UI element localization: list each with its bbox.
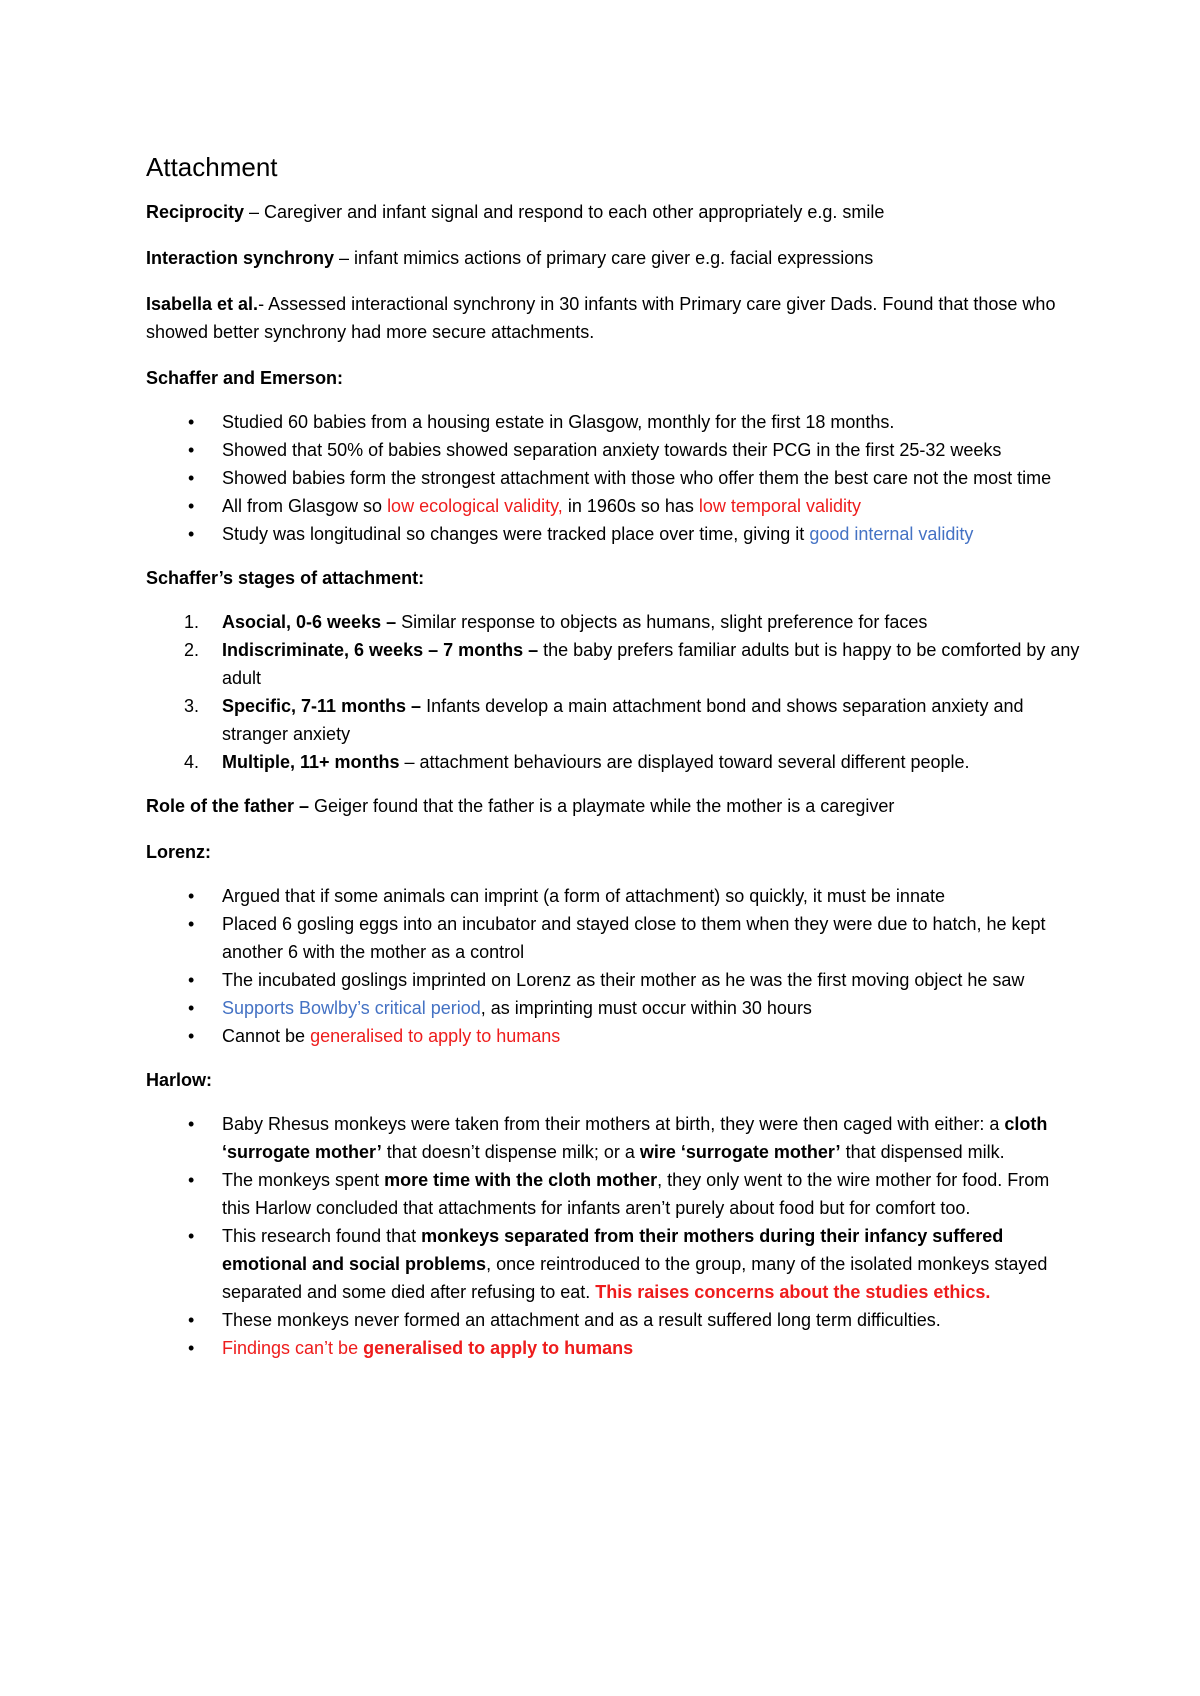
stage-term: Specific, 7-11 months – bbox=[222, 696, 427, 716]
highlight-red-bold: This raises concerns about the studies ethics. bbox=[595, 1282, 991, 1302]
lorenz-list bbox=[146, 882, 1080, 1050]
list-item: • Studied 60 babies from a housing estate in Glasgow, monthly for the first 18 months. bbox=[220, 408, 1080, 436]
list-item bbox=[220, 1022, 1080, 1050]
text-run: , once reintroduced to the group, many of the isolated monkeys stayed separated and some died after refusing to eat. bbox=[222, 1254, 1048, 1302]
list-item bbox=[220, 492, 1080, 520]
reciprocity-paragraph bbox=[146, 198, 1080, 226]
list-item bbox=[220, 1110, 1080, 1166]
stage-term: Indiscriminate, 6 weeks – 7 months – bbox=[222, 640, 544, 660]
schaffer-emerson-list bbox=[146, 408, 1080, 548]
text-run: , they only went to the wire mother for food. From this Harlow concluded that attachments for infants aren’t purely about food but for comfort too. bbox=[222, 1170, 1050, 1218]
harlow-list bbox=[146, 1110, 1080, 1362]
text-run: Cannot be bbox=[222, 1026, 311, 1046]
list-item: • These monkeys never formed an attachment and as a result suffered long term difficulties. bbox=[220, 1306, 1080, 1334]
text-run: This research found that bbox=[222, 1226, 422, 1246]
document-title: Attachment bbox=[146, 152, 278, 182]
list-item bbox=[184, 636, 1080, 692]
highlight-blue: good internal validity bbox=[809, 524, 974, 544]
list-item bbox=[220, 1334, 1080, 1362]
schaffer-emerson-heading: Schaffer and Emerson: bbox=[146, 368, 344, 388]
list-number: 3. bbox=[184, 696, 200, 716]
isabella-paragraph bbox=[146, 290, 1080, 346]
stage-text: Similar response to objects as humans, slight preference for faces bbox=[401, 612, 928, 632]
highlight-red: Findings can’t be bbox=[222, 1338, 364, 1358]
list-item: • Argued that if some animals can imprint (a form of attachment) so quickly, it must be innate bbox=[220, 882, 1080, 910]
harlow-heading: Harlow: bbox=[146, 1070, 213, 1090]
father-text: Geiger found that the father is a playmate while the mother is a caregiver bbox=[314, 796, 895, 816]
bold-run: cloth ‘surrogate mother’ bbox=[222, 1114, 1048, 1162]
highlight-red: low temporal validity bbox=[698, 496, 861, 516]
list-number: 1. bbox=[184, 612, 200, 632]
text-run: All from Glasgow so bbox=[222, 496, 388, 516]
list-item: • Showed babies form the strongest attachment with those who offer them the best care not the most time bbox=[220, 464, 1080, 492]
bold-run: more time with the cloth mother bbox=[384, 1170, 658, 1190]
list-item bbox=[220, 1222, 1080, 1306]
highlight-red-bold: generalised to apply to humans bbox=[363, 1338, 634, 1358]
list-item bbox=[220, 1166, 1080, 1222]
interaction-text: – infant mimics actions of primary care giver e.g. facial expressions bbox=[334, 248, 874, 268]
father-term: Role of the father – bbox=[146, 796, 315, 816]
text-run: that dispensed milk. bbox=[840, 1142, 1005, 1162]
highlight-red: generalised to apply to humans bbox=[310, 1026, 561, 1046]
text-run: , as imprinting must occur within 30 hours bbox=[480, 998, 812, 1018]
highlight-blue: Supports Bowlby’s critical period bbox=[222, 998, 481, 1018]
bold-run: wire ‘surrogate mother’ bbox=[639, 1142, 841, 1162]
list-item bbox=[184, 608, 1080, 636]
isabella-text: - Assessed interactional synchrony in 30 infants with Primary care giver Dads. Found that those who showed better synchrony had more secure attachments. bbox=[146, 294, 1056, 342]
stage-term: Asocial, 0-6 weeks – bbox=[222, 612, 402, 632]
highlight-red: low ecological validity, bbox=[387, 496, 563, 516]
stage-text: the baby prefers familiar adults but is happy to be comforted by any adult bbox=[222, 640, 1080, 688]
text-run: The monkeys spent bbox=[222, 1170, 385, 1190]
list-item: • The incubated goslings imprinted on Lorenz as their mother as he was the first moving object he saw bbox=[220, 966, 1080, 994]
father-paragraph bbox=[146, 792, 1080, 820]
reciprocity-text: – Caregiver and infant signal and respond to each other appropriately e.g. smile bbox=[244, 202, 885, 222]
list-item bbox=[220, 994, 1080, 1022]
stages-heading: Schaffer’s stages of attachment: bbox=[146, 568, 425, 588]
list-number: 4. bbox=[184, 752, 200, 772]
text-run: Study was longitudinal so changes were tracked place over time, giving it bbox=[222, 524, 810, 544]
isabella-term: Isabella et al. bbox=[146, 294, 259, 314]
list-item: • Placed 6 gosling eggs into an incubator and stayed close to them when they were due to hatch, he kept another 6 with the mother as a control bbox=[220, 910, 1080, 966]
interaction-term: Interaction synchrony bbox=[146, 248, 335, 268]
stages-list bbox=[146, 608, 1080, 776]
list-item bbox=[220, 520, 1080, 548]
list-item bbox=[184, 692, 1080, 748]
list-number: 2. bbox=[184, 640, 200, 660]
stage-term: Multiple, 11+ months bbox=[222, 752, 400, 772]
stage-text: Infants develop a main attachment bond and shows separation anxiety and stranger anxiety bbox=[222, 696, 1024, 744]
interaction-paragraph bbox=[146, 244, 1080, 272]
reciprocity-term: Reciprocity bbox=[146, 202, 245, 222]
list-item bbox=[184, 748, 1080, 776]
lorenz-heading: Lorenz: bbox=[146, 842, 211, 862]
bold-run: monkeys separated from their mothers during their infancy suffered emotional and social problems bbox=[222, 1226, 1004, 1274]
stage-text: – attachment behaviours are displayed toward several different people. bbox=[399, 752, 970, 772]
text-run: Baby Rhesus monkeys were taken from their mothers at birth, they were then caged with either: a bbox=[222, 1114, 1005, 1134]
text-run: in 1960s so has bbox=[562, 496, 699, 516]
list-item: • Showed that 50% of babies showed separation anxiety towards their PCG in the first 25-32 weeks bbox=[220, 436, 1080, 464]
text-run: that doesn’t dispense milk; or a bbox=[381, 1142, 640, 1162]
